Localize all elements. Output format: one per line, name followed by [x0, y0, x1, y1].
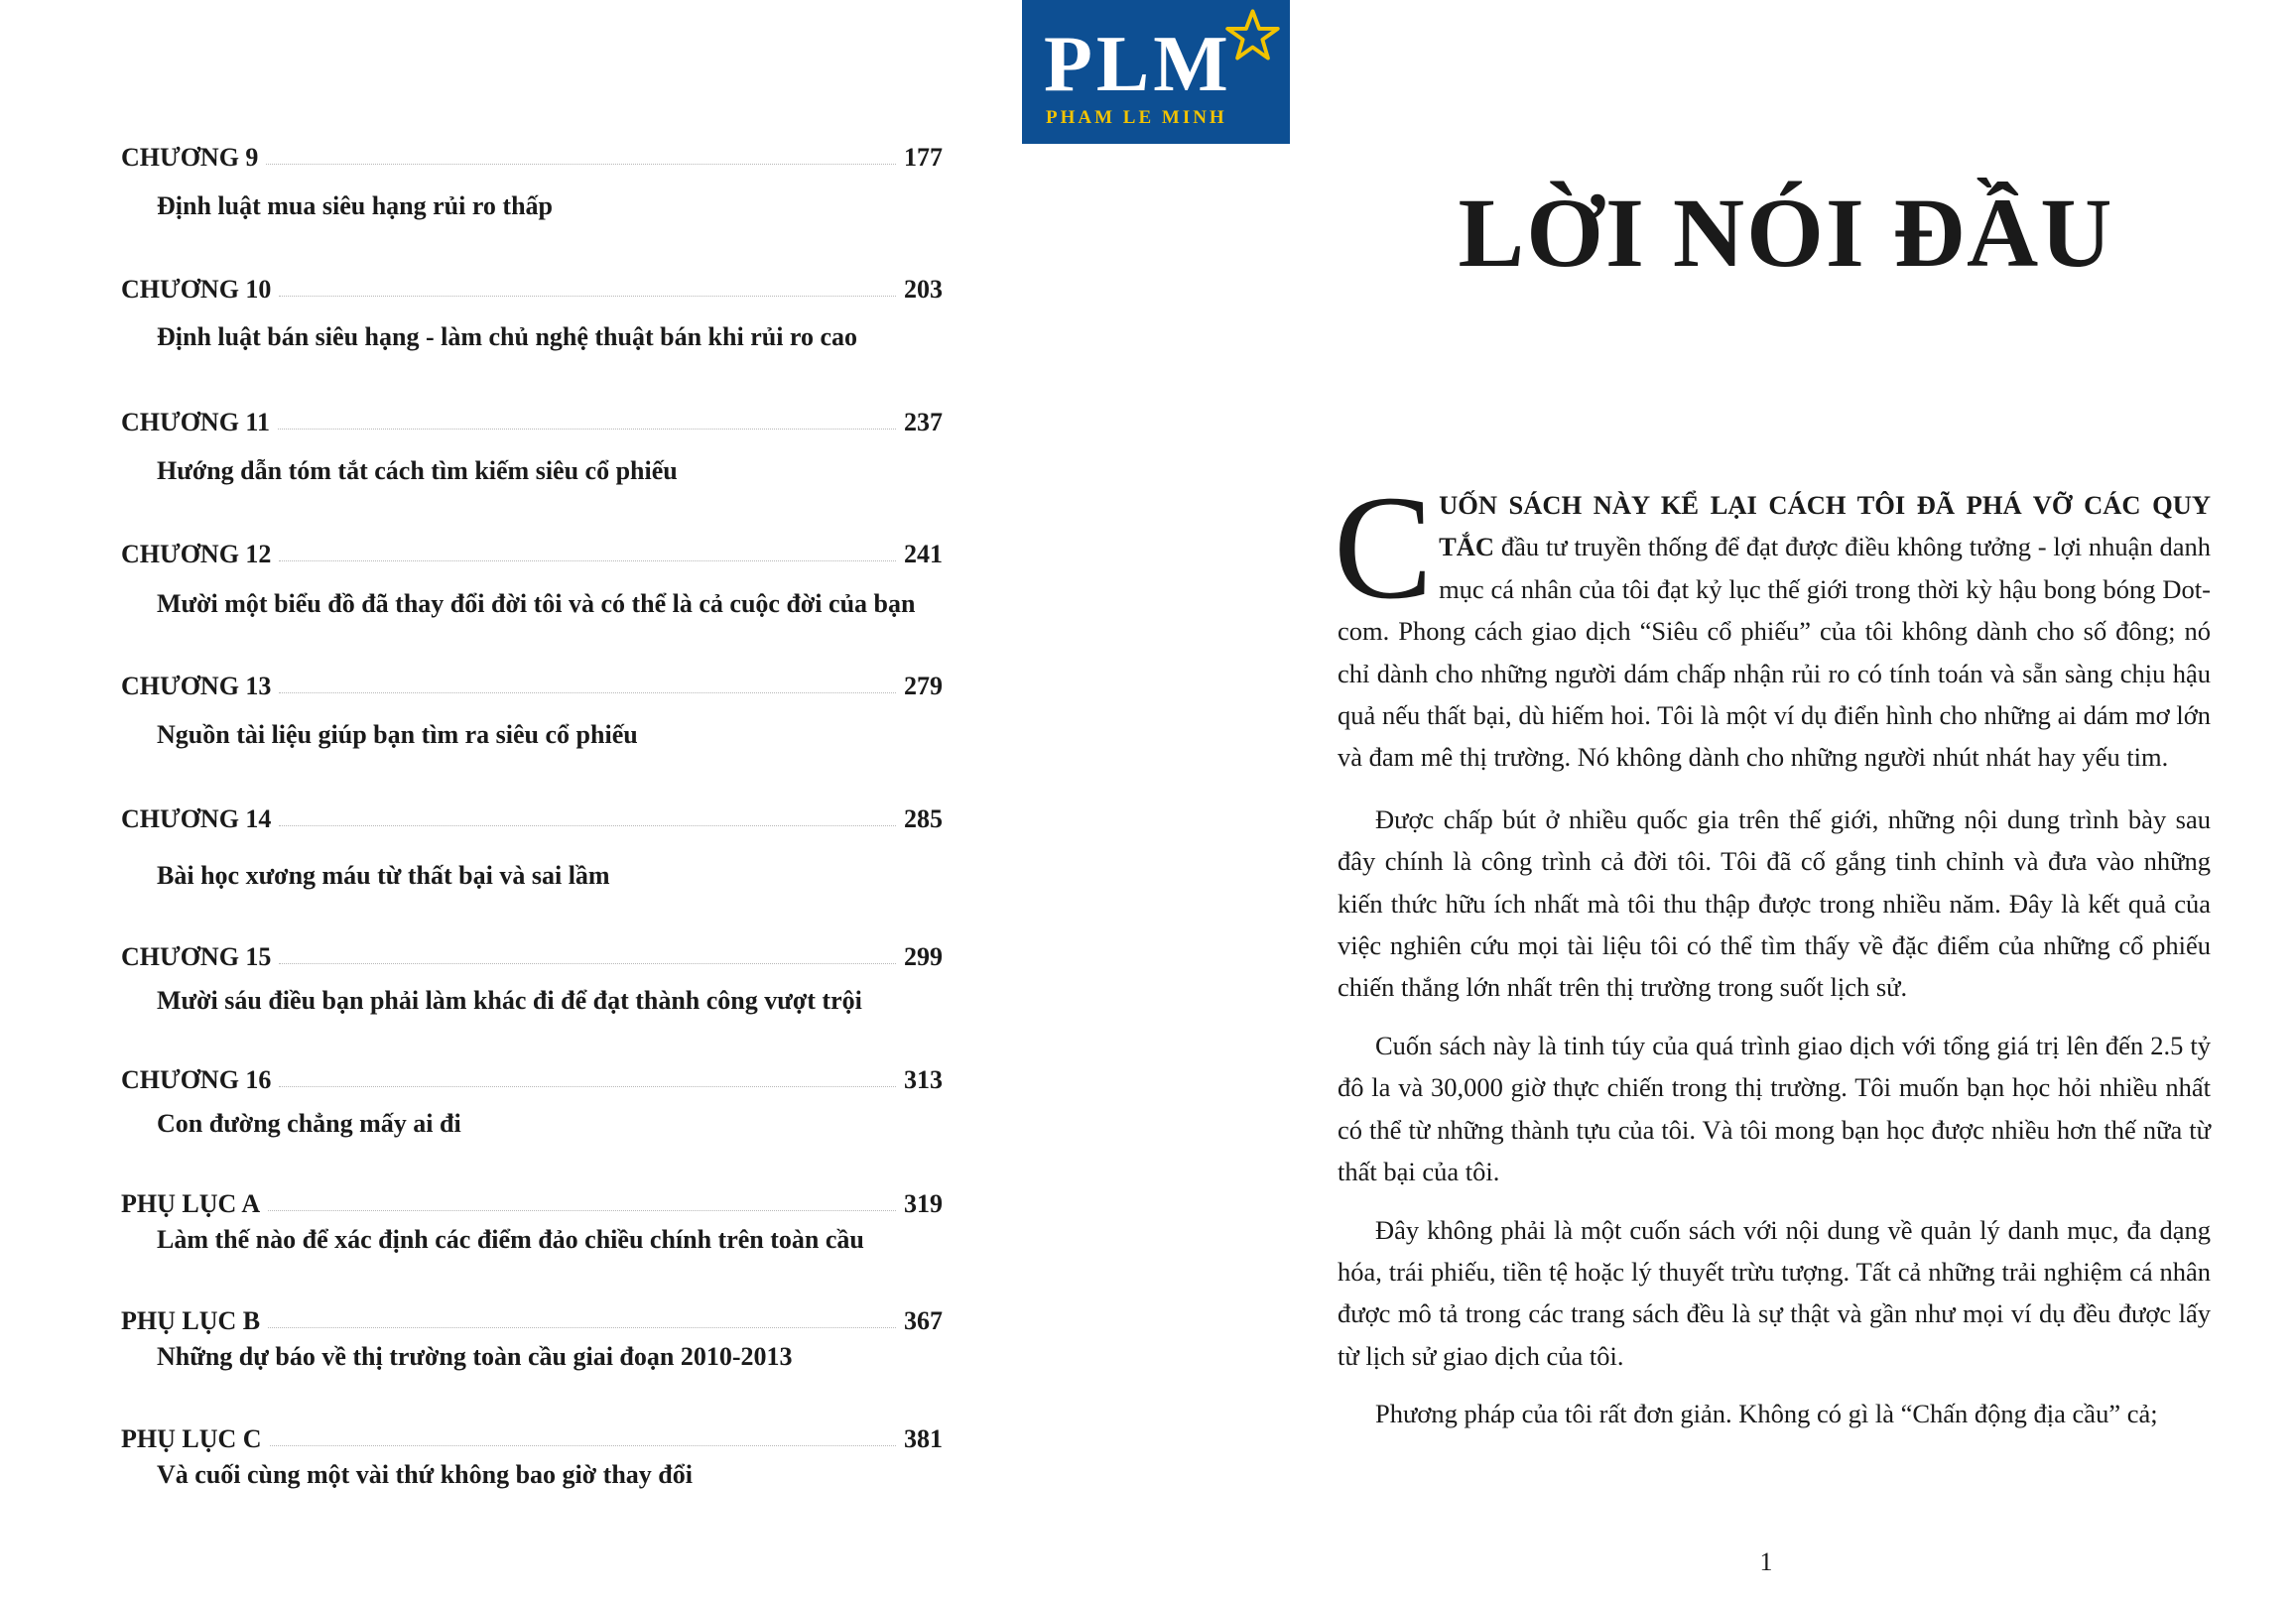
logo-text: PLM [1044, 21, 1232, 108]
toc-entry-heading[interactable] [121, 1420, 943, 1454]
toc-entry-heading[interactable] [121, 139, 943, 173]
toc-chapter-label: CHƯƠNG 11 [121, 408, 270, 436]
dot-leader [278, 429, 896, 430]
toc-entry-heading[interactable] [121, 536, 943, 569]
dot-leader [279, 692, 896, 693]
toc-chapter-label: PHỤ LỤC A [121, 1189, 261, 1218]
toc-page-number: 381 [904, 1424, 943, 1453]
toc-page-number: 285 [904, 804, 943, 833]
logo-subtitle: PHAM LE MINH [1046, 107, 1227, 128]
paragraph-3-text: Cuốn sách này là tinh túy của quá trình giao dịch với tổng giá trị lên đến 2.5 tỷ đô la và 30,000 giờ thực chiến trong thị trường. Tôi muốn bạn học hỏi nhiều nhất có thể từ những thành tựu của tôi. Và tôi mong bạn học được nhiều hơn thế nữa từ thất bại của tôi. [1338, 1030, 2211, 1187]
paragraph-5 [1338, 1393, 2211, 1434]
star-icon [1225, 8, 1280, 62]
toc-page-number: 279 [904, 672, 943, 700]
toc-entry-heading[interactable] [121, 1061, 943, 1095]
toc-chapter-title[interactable]: Bài học xương máu từ thất bại và sai lầm [157, 861, 610, 890]
toc-chapter-title[interactable]: Định luật bán siêu hạng - làm chủ nghệ thuật bán khi rủi ro cao [157, 322, 858, 351]
toc-entry-heading[interactable] [121, 271, 943, 305]
preface-title: LỜI NÓI ĐẦU [1458, 178, 2114, 288]
toc-chapter-title[interactable]: Mười một biểu đồ đã thay đổi đời tôi và có thể là cả cuộc đời của bạn [157, 589, 916, 618]
toc-chapter-title[interactable]: Nguồn tài liệu giúp bạn tìm ra siêu cổ phiếu [157, 720, 638, 749]
toc-chapter-label: PHỤ LỤC C [121, 1424, 262, 1453]
toc-page-number: 237 [904, 408, 943, 436]
dot-leader [270, 1445, 896, 1446]
dot-leader [279, 825, 896, 826]
toc-chapter-label: CHƯƠNG 16 [121, 1065, 272, 1094]
dot-leader [279, 963, 896, 964]
toc-page-number: 319 [904, 1189, 943, 1218]
paragraph-3 [1338, 1025, 2211, 1193]
toc-page-number: 367 [904, 1306, 943, 1335]
toc-page-number: 203 [904, 275, 943, 304]
toc-chapter-label: CHƯƠNG 14 [121, 804, 272, 833]
toc-chapter-label: CHƯƠNG 13 [121, 672, 272, 700]
dot-leader [268, 1210, 896, 1211]
toc-chapter-title[interactable]: Con đường chẳng mấy ai đi [157, 1109, 461, 1138]
toc-chapter-title[interactable]: Những dự báo về thị trường toàn cầu giai đoạn 2010-2013 [157, 1342, 793, 1371]
lead-in-text: UỐN SÁCH NÀY KỂ LẠI CÁCH TÔI ĐÃ PHÁ VỠ CÁC QUY TẮC [1439, 490, 2211, 562]
toc-entry-heading[interactable] [121, 404, 943, 437]
toc-entry-heading[interactable] [121, 1302, 943, 1336]
toc-chapter-title[interactable]: Và cuối cùng một vài thứ không bao giờ thay đổi [157, 1460, 693, 1489]
toc-chapter-title[interactable]: Định luật mua siêu hạng rủi ro thấp [157, 191, 554, 220]
toc-entry-heading[interactable] [121, 938, 943, 972]
toc-page-number: 313 [904, 1065, 943, 1094]
toc-chapter-label: CHƯƠNG 9 [121, 143, 259, 172]
dot-leader [279, 296, 896, 297]
preface-body [1334, 465, 2212, 1435]
publisher-logo [1022, 0, 1290, 144]
paragraph-4-text: Đây không phải là một cuốn sách với nội dung về quản lý danh mục, đa dạng hóa, trái phiếu, tiền tệ hoặc lý thuyết trừu tượng. Tất cả những trải nghiệm cá nhân được mô tả trong các trang sách đều là sự thật và gần như mọi ví dụ đều được lấy từ lịch sử giao dịch của tôi. [1338, 1214, 2211, 1371]
toc-chapter-title[interactable]: Làm thế nào để xác định các điểm đảo chiều chính trên toàn cầu [157, 1225, 864, 1254]
paragraph-4 [1338, 1209, 2211, 1378]
toc-page-number: 177 [904, 143, 943, 172]
toc-entry-heading[interactable] [121, 800, 943, 834]
toc-chapter-title[interactable]: Mười sáu điều bạn phải làm khác đi để đạt thành công vượt trội [157, 986, 862, 1015]
dot-leader [266, 164, 896, 165]
dot-leader [268, 1327, 896, 1328]
paragraph-1 [1334, 465, 2212, 779]
toc-page-number: 299 [904, 942, 943, 971]
toc-chapter-title[interactable]: Hướng dẫn tóm tắt cách tìm kiếm siêu cổ phiếu [157, 456, 678, 485]
toc-entry-heading[interactable] [121, 1185, 943, 1219]
paragraph-1-body: đầu tư truyền thống để đạt được điều không tưởng - lợi nhuận danh mục cá nhân của tôi đạt kỷ lục thế giới trong thời kỳ hậu bong bóng Dot-com. Phong cách giao dịch “Siêu cổ phiếu” của tôi không dành cho số đông; nó chỉ dành cho những người dám chấp nhận rủi ro có tính toán và sẵn sàng chịu hậu quả nếu thất bại, dù hiếm hoi. Tôi là một ví dụ điển hình cho những ai dám mơ lớn và đam mê thị trường. Nó không dành cho những người nhút nhát hay yếu tim. [1338, 532, 2212, 773]
paragraph-2 [1338, 799, 2211, 1009]
dot-leader [279, 1086, 896, 1087]
paragraph-2-text: Được chấp bút ở nhiều quốc gia trên thế giới, những nội dung trình bày sau đây chính là công trình cả đời tôi. Tôi đã cố gắng tinh chỉnh và đưa vào những kiến thức hữu ích nhất mà tôi thu thập được trong nhiều năm. Đây là kết quả của việc nghiên cứu mọi tài liệu tôi có thể tìm thấy về đặc điểm của những cổ phiếu chiến thắng lớn nhất trên thị trường trong suốt lịch sử. [1338, 803, 2211, 1003]
toc-page-number: 241 [904, 540, 943, 568]
toc-chapter-label: CHƯƠNG 12 [121, 540, 272, 568]
dot-leader [279, 560, 896, 561]
drop-cap: C [1334, 465, 1434, 630]
paragraph-5-text: Phương pháp của tôi rất đơn giản. Không có gì là “Chấn động địa cầu” cả; [1375, 1399, 2158, 1429]
toc-chapter-label: CHƯƠNG 10 [121, 275, 272, 304]
toc-chapter-label: PHỤ LỤC B [121, 1306, 261, 1335]
toc-entry-heading[interactable] [121, 668, 943, 701]
page-number: 1 [1759, 1547, 1773, 1576]
toc-chapter-label: CHƯƠNG 15 [121, 942, 272, 971]
